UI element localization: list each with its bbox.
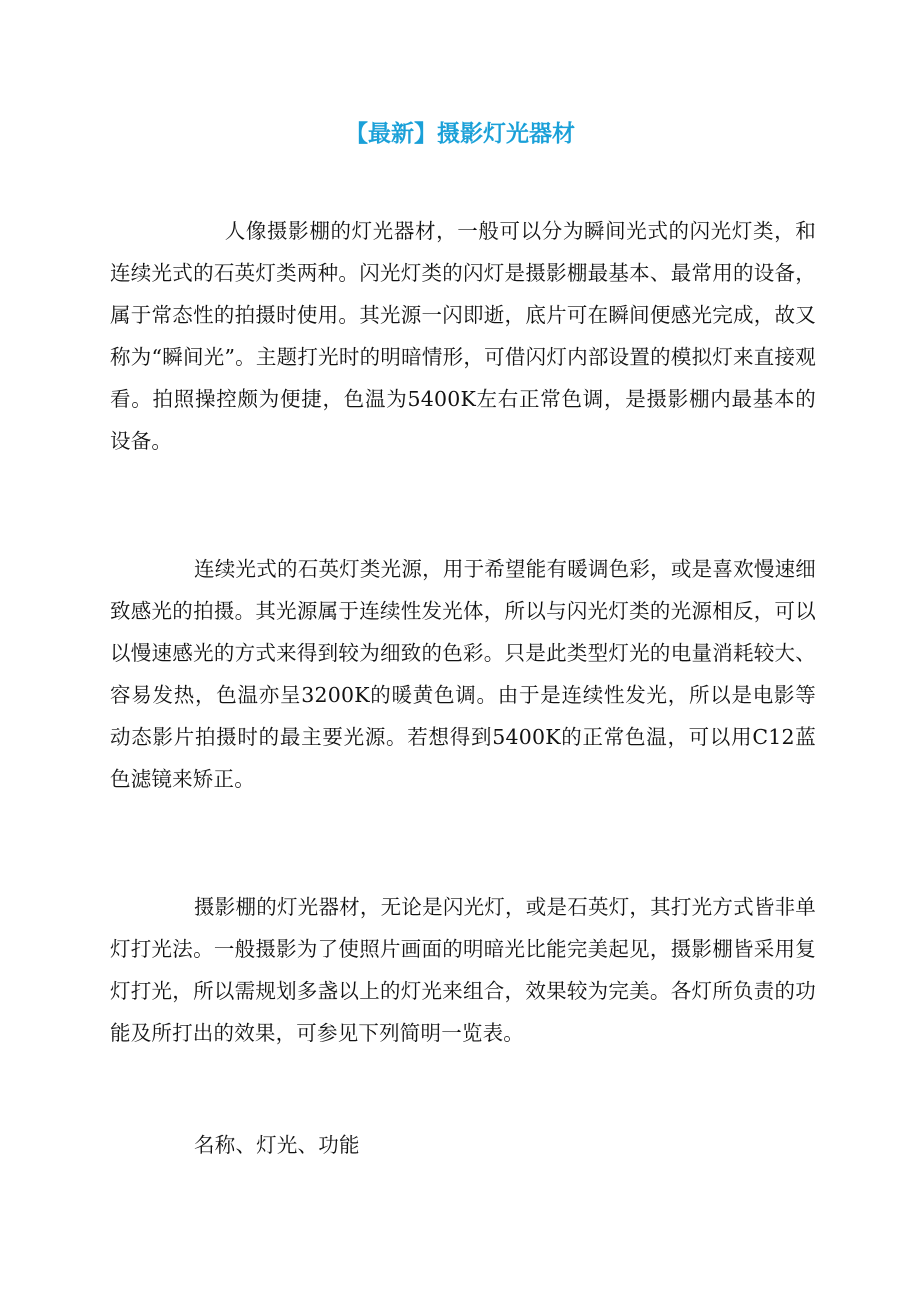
table-header-line: 名称、灯光、功能 — [194, 1133, 360, 1157]
document-title: 【最新】摄影灯光器材 — [345, 121, 575, 147]
paragraph-quartz-lights: 连续光式的石英灯类光源，用于希望能有暖调色彩，或是喜欢慢速细致感光的拍摄。其光源属于连续性发光体，所以与闪光灯类的光源相反，可以以慢速感光的方式来得到较为细致的色彩。只是此类型灯光的电量消耗较大、容易发热，色温亦呈3200K的暖黄色调。由于是连续性发光，所以是电影等动态影片拍摄时的最主要光源。若想得到5400K的正常色温，可以用C12蓝色滤镜来矫正。 — [110, 557, 816, 791]
paragraph-multi-light-setup: 摄影棚的灯光器材，无论是闪光灯，或是石英灯，其打光方式皆非单灯打光法。一般摄影为了使照片画面的明暗光比能完美起见，摄影棚皆采用复灯打光，所以需规划多盏以上的灯光来组合，效果较为完美。各灯所负责的功能及所打出的效果，可参见下列简明一览表。 — [110, 895, 816, 1045]
paragraph-flash-lights: 人像摄影棚的灯光器材，一般可以分为瞬间光式的闪光灯类，和连续光式的石英灯类两种。闪光灯类的闪灯是摄影棚最基本、最常用的设备，属于常态性的拍摄时使用。其光源一闪即逝，底片可在瞬间便感光完成，故又称为“瞬间光”。主题打光时的明暗情形，可借闪灯内部设置的模拟灯来直接观看。拍照操控颇为便捷，色温为5400K左右正常色调，是摄影棚内最基本的设备。 — [110, 219, 816, 453]
